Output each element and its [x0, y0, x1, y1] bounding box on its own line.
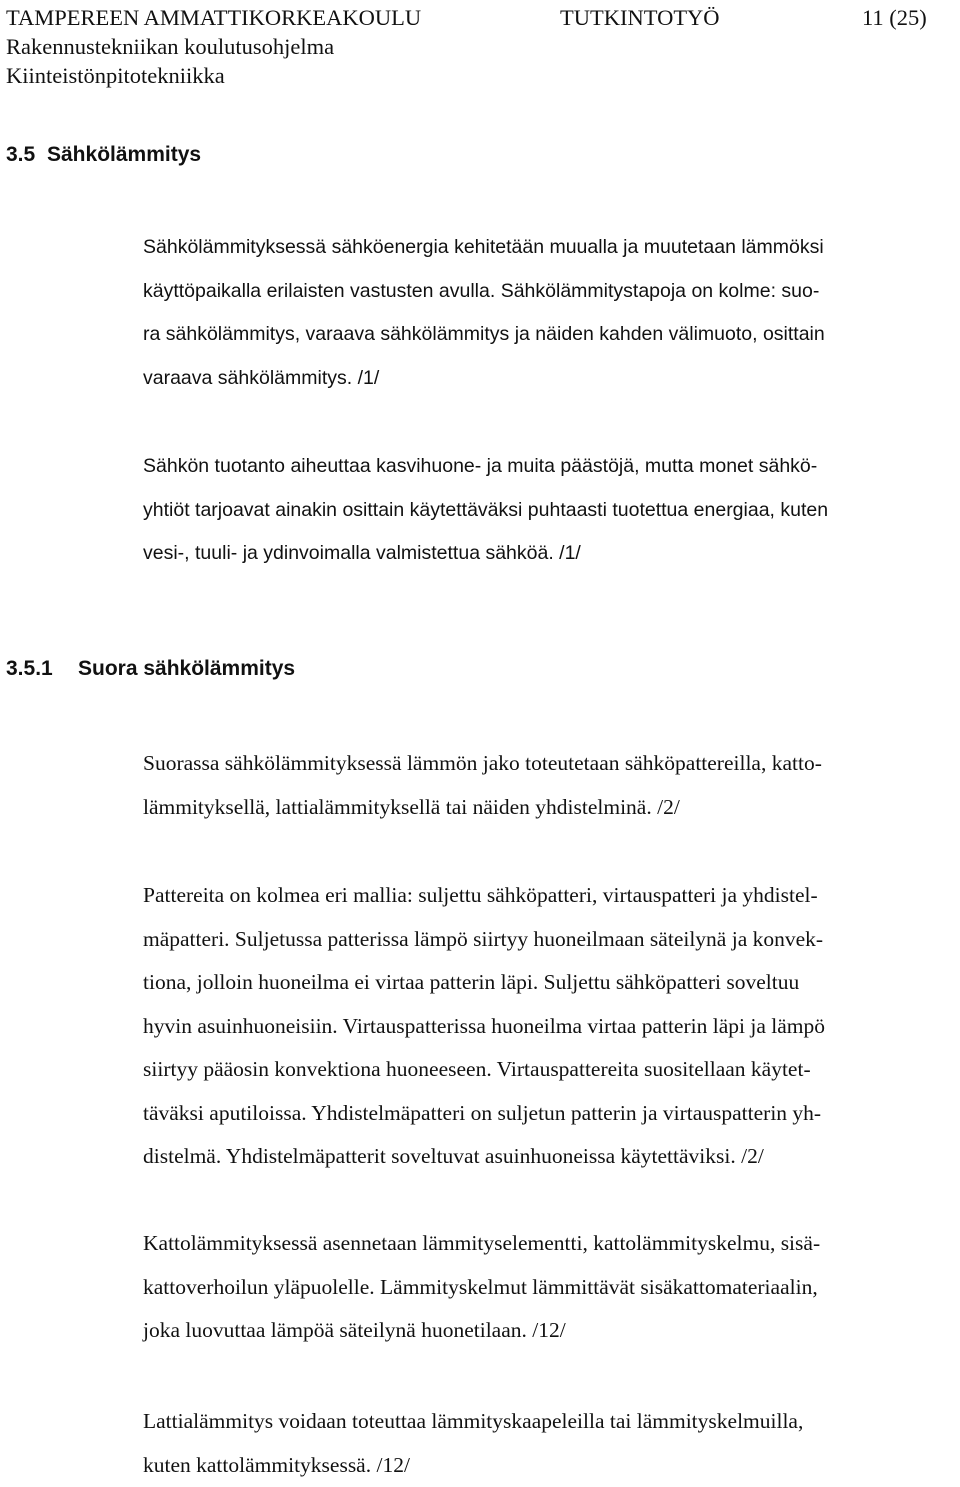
paragraph [143, 742, 955, 829]
text-line: kuten kattolämmityksessä. /12/ [143, 1444, 955, 1487]
header-programme: Rakennustekniikan koulutusohjelma [6, 34, 334, 60]
paragraph [143, 226, 955, 400]
text-line: varaava sähkölämmitys. /1/ [143, 357, 955, 401]
paragraph [143, 1222, 955, 1353]
text-line: Lattialämmitys voidaan toteuttaa lämmityskaapeleilla tai lämmityskelmuilla, [143, 1400, 955, 1444]
header-document-type: TUTKINTOTYÖ [560, 5, 720, 31]
header-page-number: 11 (25) [862, 5, 927, 31]
paragraph [143, 445, 955, 576]
text-line: käyttöpaikalla erilaisten vastusten avulla. Sähkölämmitystapoja on kolme: suo- [143, 270, 955, 314]
text-line: mäpatteri. Suljetussa patterissa lämpö siirtyy huoneilmaan säteilynä ja konvek- [143, 918, 955, 962]
text-line: Sähkön tuotanto aiheuttaa kasvihuone- ja muita päästöjä, mutta monet sähkö- [143, 445, 955, 489]
text-line: täväksi aputiloissa. Yhdistelmäpatteri on suljetun patterin ja virtauspatterin yh- [143, 1092, 955, 1136]
section-title: Sähkölämmitys [47, 143, 201, 166]
text-line: Kattolämmityksessä asennetaan lämmityselementti, kattolämmityskelmu, sisä- [143, 1222, 955, 1266]
text-line: kattoverhoilun yläpuolelle. Lämmityskelmut lämmittävät sisäkattomateriaalin, [143, 1266, 955, 1310]
section-heading-3-5 [6, 142, 201, 168]
text-line: joka luovuttaa lämpöä säteilynä huonetilaan. /12/ [143, 1309, 955, 1353]
text-line: hyvin asuinhuoneisiin. Virtauspatterissa huoneilma virtaa patterin läpi ja lämpö [143, 1005, 955, 1049]
text-line: lämmityksellä, lattialämmityksellä tai näiden yhdistelminä. /2/ [143, 786, 955, 830]
section-title: Suora sähkölämmitys [78, 657, 295, 680]
section-number: 3.5.1 [6, 656, 78, 682]
text-line: Sähkölämmityksessä sähköenergia kehitetään muualla ja muutetaan lämmöksi [143, 226, 955, 270]
text-line: vesi-, tuuli- ja ydinvoimalla valmistettua sähköä. /1/ [143, 532, 955, 576]
text-line: distelmä. Yhdistelmäpatterit soveltuvat asuinhuoneissa käytettäviksi. /2/ [143, 1135, 955, 1179]
section-heading-3-5-1 [6, 656, 295, 682]
text-line: siirtyy pääosin konvektiona huoneeseen. Virtauspattereita suositellaan käytet- [143, 1048, 955, 1092]
text-line: ra sähkölämmitys, varaava sähkölämmitys ja näiden kahden välimuoto, osittain [143, 313, 955, 357]
header-specialization: Kiinteistönpitotekniikka [6, 63, 225, 89]
section-number: 3.5 [6, 142, 47, 168]
text-line: Pattereita on kolmea eri mallia: suljettu sähköpatteri, virtauspatteri ja yhdistel- [143, 874, 955, 918]
text-line: yhtiöt tarjoavat ainakin osittain käytettäväksi puhtaasti tuotettua energiaa, kuten [143, 489, 955, 533]
text-line: tiona, jolloin huoneilma ei virtaa patterin läpi. Suljettu sähköpatteri soveltuu [143, 961, 955, 1005]
paragraph [143, 874, 955, 1179]
paragraph [143, 1400, 955, 1487]
text-line: Suorassa sähkölämmityksessä lämmön jako toteutetaan sähköpattereilla, katto- [143, 742, 955, 786]
header-organization: TAMPEREEN AMMATTIKORKEAKOULU [6, 5, 421, 31]
